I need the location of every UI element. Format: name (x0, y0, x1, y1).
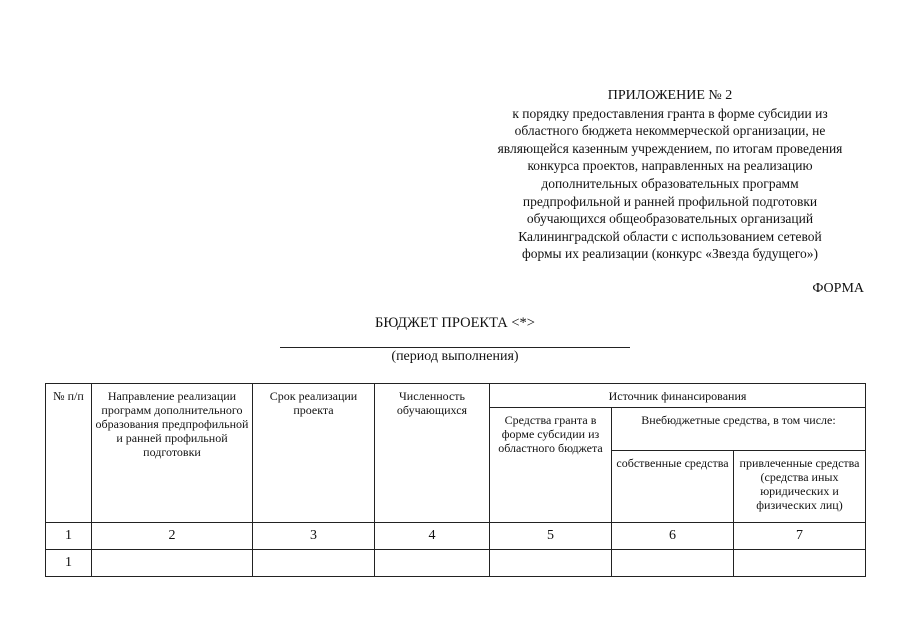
appendix-line: к порядку предоставления гранта в форме субсидии из (512, 105, 828, 121)
appendix-line: являющейся казенным учреждением, по итогам проведения (497, 140, 843, 156)
column-number: 5 (490, 523, 612, 550)
appendix-line: обучающихся общеобразовательных организаций (526, 211, 814, 227)
form-label: ФОРМА (812, 281, 864, 296)
table-cell (375, 550, 490, 577)
appendix-header (470, 87, 870, 263)
column-number: 6 (612, 523, 734, 550)
column-number: 1 (46, 523, 92, 550)
header-attracted-funds: привлеченные средства (средства иных юридических и физических лиц) (734, 451, 866, 523)
table-cell (612, 550, 734, 577)
appendix-line: Калининградской области с использованием сетевой (518, 228, 822, 244)
table-cell (253, 550, 375, 577)
appendix-line: предпрофильной и ранней профильной подготовки (522, 193, 818, 209)
header-grant: Средства гранта в форме субсидии из областного бюджета (490, 408, 612, 523)
appendix-line: областного бюджета некоммерческой организации, не (514, 123, 826, 139)
period-underline (280, 347, 630, 348)
appendix-title: ПРИЛОЖЕНИЕ № 2 (607, 88, 733, 103)
column-number: 4 (375, 523, 490, 550)
column-number: 3 (253, 523, 375, 550)
header-term: Срок реализации проекта (253, 384, 375, 523)
header-funding-source: Источник финансирования (490, 384, 866, 408)
header-num: № п/п (46, 384, 92, 523)
appendix-line: дополнительных образовательных программ (541, 175, 799, 191)
period-caption: (период выполнения) (391, 349, 519, 364)
appendix-line: конкурса проектов, направленных на реализацию (527, 158, 813, 174)
column-number-row (46, 523, 866, 550)
header-own-funds: собственные средства (612, 451, 734, 523)
header-students: Численность обучающихся (375, 384, 490, 523)
table-cell: 1 (46, 550, 92, 577)
table-cell (490, 550, 612, 577)
budget-table (45, 383, 866, 577)
header-direction: Направление реализации программ дополнительного образования предпрофильной и ранней профильной подготовки (92, 384, 253, 523)
header-extrabudget: Внебюджетные средства, в том числе: (612, 408, 866, 451)
table-row (46, 550, 866, 577)
column-number: 7 (734, 523, 866, 550)
table-cell (92, 550, 253, 577)
budget-title: БЮДЖЕТ ПРОЕКТА <*> (375, 315, 535, 331)
appendix-line: формы их реализации (конкурс «Звезда будущего») (521, 246, 819, 262)
column-number: 2 (92, 523, 253, 550)
table-cell (734, 550, 866, 577)
